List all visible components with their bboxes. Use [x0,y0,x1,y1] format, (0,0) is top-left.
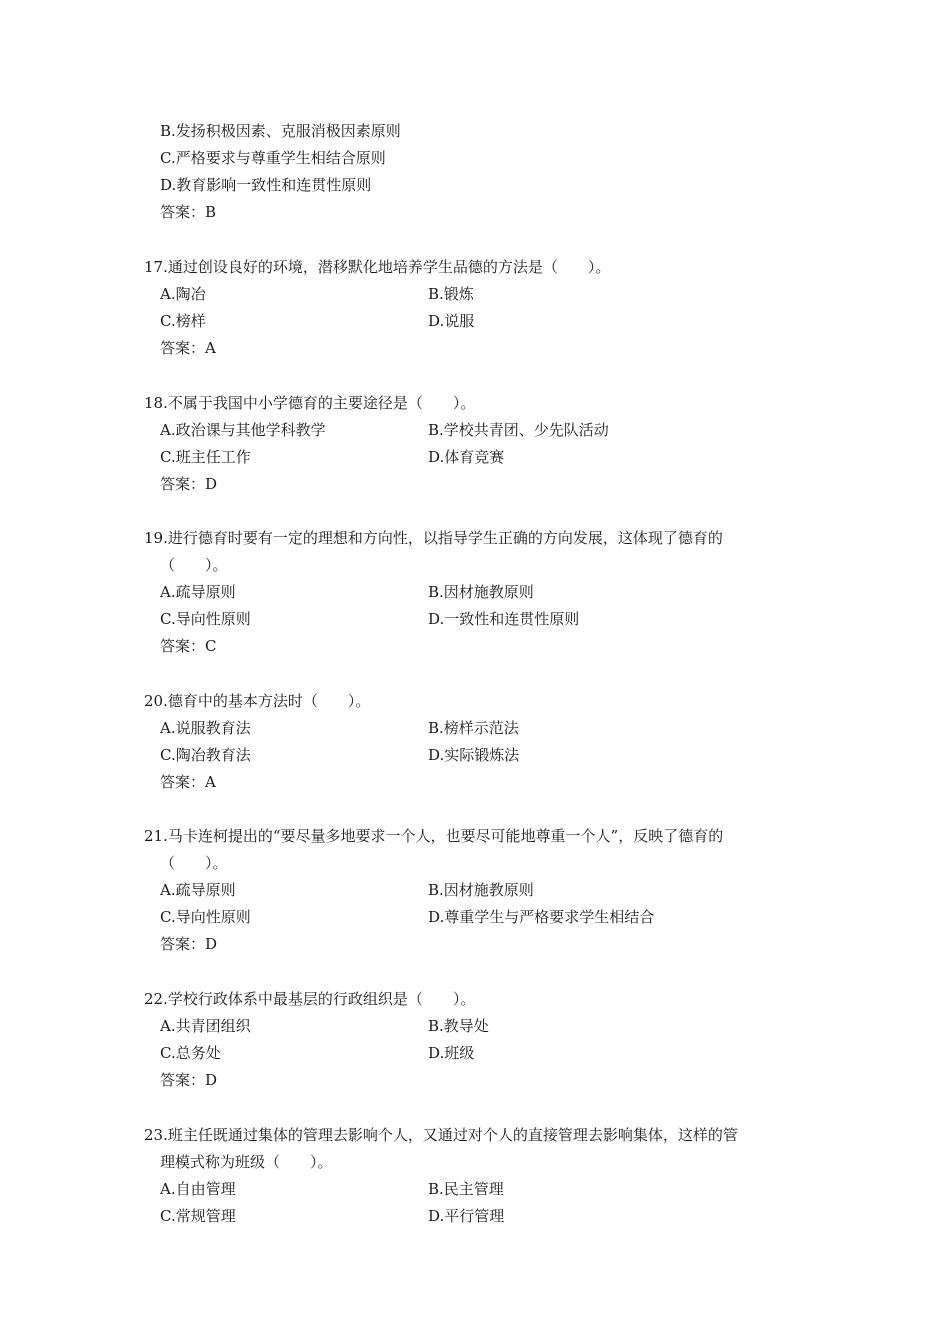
option-b: B.教导处 [428,1017,489,1035]
option-a: A.共青团组织 [160,1017,251,1035]
option-b: B.发扬积极因素、克服消极因素原则 [160,122,401,140]
option-d: D.说服 [428,312,475,330]
answer: 答案：A [160,773,216,791]
answer: 答案：D [160,1071,218,1089]
question-stem-continued: （ ）。 [160,854,228,872]
option-b: B.民主管理 [428,1180,504,1198]
option-c: C.陶冶教育法 [160,746,251,764]
option-d: D.尊重学生与严格要求学生相结合 [428,908,655,926]
option-c: C.导向性原则 [160,908,251,926]
option-a: A.政治课与其他学科教学 [160,421,326,439]
answer: 答案：D [160,935,218,953]
option-b: B.因材施教原则 [428,881,534,899]
question-stem: 17.通过创设良好的环境，潜移默化地培养学生品德的方法是（ ）。 [144,258,611,276]
option-d: D.班级 [428,1044,475,1062]
question-stem: 23.班主任既通过集体的管理去影响个人，又通过对个人的直接管理去影响集体，这样的管 [144,1126,738,1144]
answer: 答案：C [160,637,217,655]
option-a: A.说服教育法 [160,719,251,737]
answer: 答案：A [160,339,216,357]
option-d: D.教育影响一致性和连贯性原则 [160,176,372,194]
option-c: C.总务处 [160,1044,221,1062]
option-c: C.常规管理 [160,1207,236,1225]
option-c: C.导向性原则 [160,610,251,628]
option-c: C.榜样 [160,312,206,330]
option-a: A.疏导原则 [160,583,236,601]
question-stem: 19.进行德育时要有一定的理想和方向性，以指导学生正确的方向发展，这体现了德育的 [144,529,723,547]
option-b: B.锻炼 [428,285,474,303]
option-d: D.体育竞赛 [428,448,505,466]
option-a: A.疏导原则 [160,881,236,899]
question-stem: 21.马卡连柯提出的“要尽量多地要求一个人，也要尽可能地尊重一个人”，反映了德育的 [144,827,724,845]
option-b: B.因材施教原则 [428,583,534,601]
option-d: D.实际锻炼法 [428,746,520,764]
question-stem-continued: （ ）。 [160,556,228,574]
question-stem: 20.德育中的基本方法时（ ）。 [144,692,371,710]
option-d: D.一致性和连贯性原则 [428,610,580,628]
option-b: B.学校共青团、少先队活动 [428,421,609,439]
option-a: A.自由管理 [160,1180,236,1198]
answer: 答案：B [160,203,217,221]
option-b: B.榜样示范法 [428,719,519,737]
question-stem-continued: 理模式称为班级（ ）。 [160,1153,333,1171]
option-c: C.班主任工作 [160,448,251,466]
question-stem: 18.不属于我国中小学德育的主要途径是（ ）。 [144,394,476,412]
option-c: C.严格要求与尊重学生相结合原则 [160,149,386,167]
option-a: A.陶冶 [160,285,206,303]
question-stem: 22.学校行政体系中最基层的行政组织是（ ）。 [144,990,476,1008]
answer: 答案：D [160,475,218,493]
option-d: D.平行管理 [428,1207,505,1225]
